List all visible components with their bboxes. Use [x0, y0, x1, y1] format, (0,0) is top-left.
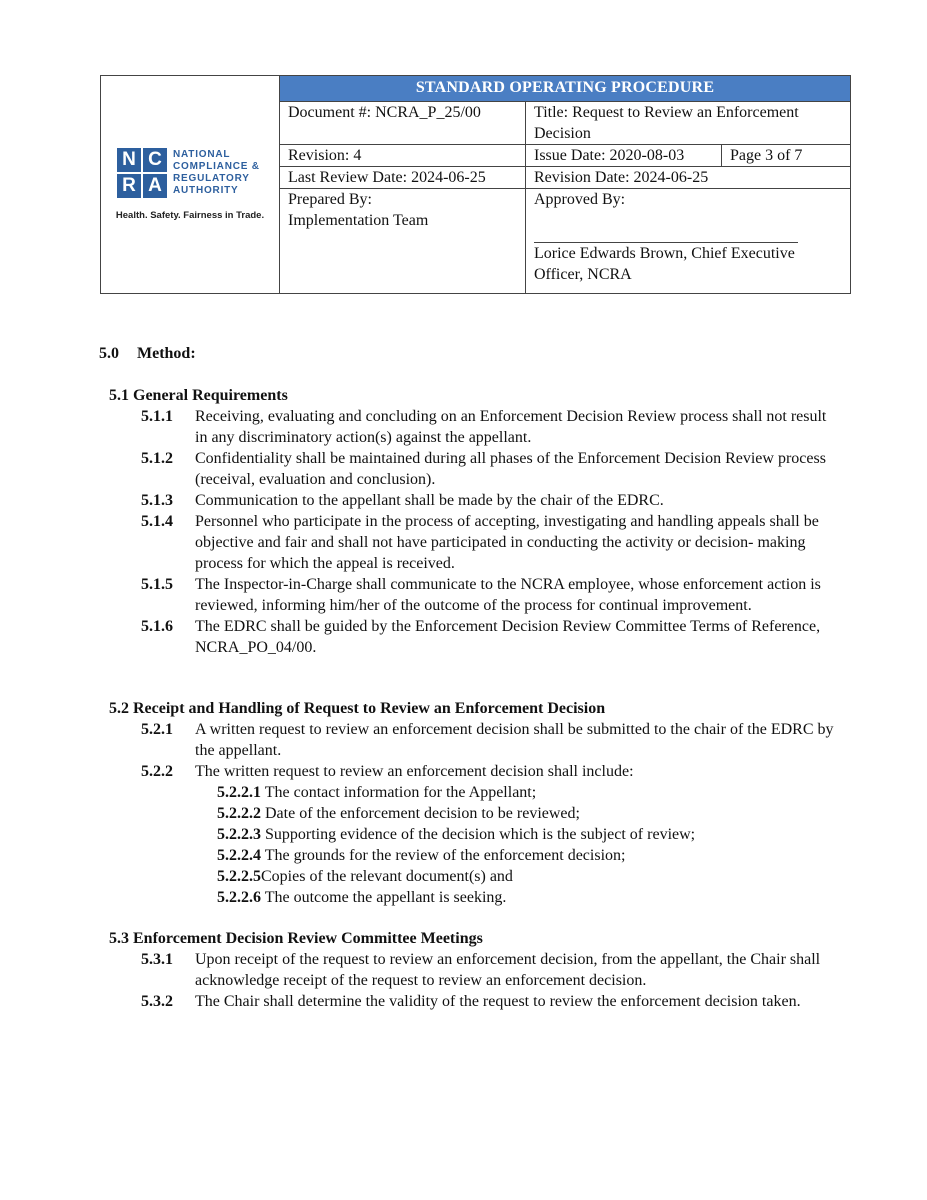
sop-banner: STANDARD OPERATING PROCEDURE: [280, 76, 851, 102]
list-item: 5.1.4 Personnel who participate in the process of accepting, investigating and handling appeals shall be objective and fair and shall not have participated in conducting the activity or decision- making process for which the appeal is received.: [141, 513, 819, 572]
logo-cell: [101, 76, 280, 294]
approved-by-cell: [526, 189, 851, 294]
logo-letter-c: C: [143, 148, 167, 172]
list-item: 5.2.2 The written request to review an enforcement decision shall include:: [141, 763, 634, 780]
logo-letter-r: R: [117, 174, 141, 198]
sub-list-item: 5.2.2.5Copies of the relevant document(s) and: [217, 868, 513, 885]
list-item: 5.1.1 Receiving, evaluating and concluding on an Enforcement Decision Review process shall not result in any discriminatory action(s) against the appellant.: [141, 408, 827, 446]
revision: Revision: 4: [280, 145, 526, 167]
section-5-3-title: 5.3 Enforcement Decision Review Committee Meetings: [109, 930, 483, 947]
issue-date: Issue Date: 2020-08-03: [526, 145, 722, 167]
logo-letter-a: A: [143, 174, 167, 198]
list-item: 5.2.1 A written request to review an enforcement decision shall be submitted to the chair of the EDRC by the appellant.: [141, 721, 834, 759]
approver-name: Lorice Edwards Brown, Chief Executive Officer, NCRA: [534, 245, 795, 283]
list-item: 5.1.2 Confidentiality shall be maintained during all phases of the Enforcement Decision Review process (receival, evaluation and conclusion).: [141, 450, 826, 488]
list-item: 5.1.6 The EDRC shall be guided by the Enforcement Decision Review Committee Terms of Reference, NCRA_PO_04/00.: [141, 618, 821, 656]
list-item: 5.1.3 Communication to the appellant shall be made by the chair of the EDRC.: [141, 492, 664, 509]
sub-list-item: 5.2.2.4 The grounds for the review of the enforcement decision;: [217, 847, 626, 864]
list-item: 5.3.1 Upon receipt of the request to review an enforcement decision, from the appellant, the Chair shall acknowledge receipt of the request to review an enforcement decision.: [141, 951, 821, 989]
section-5-3: [109, 928, 839, 1012]
document-number: Document #: NCRA_P_25/00: [280, 102, 526, 145]
list-item: 5.1.5 The Inspector-in-Charge shall communicate to the NCRA employee, whose enforcement action is reviewed, informing him/her of the outcome of the process for continual improvement.: [141, 576, 821, 614]
section-5-2: [109, 698, 839, 908]
prepared-by-label: Prepared By:: [288, 191, 372, 208]
ncra-logo: [101, 144, 279, 226]
section-5-1-title: 5.1 General Requirements: [109, 387, 288, 404]
sub-list-item: 5.2.2.2 Date of the enforcement decision to be reviewed;: [217, 805, 580, 822]
page-number: Page 3 of 7: [722, 145, 851, 167]
section-5-2-title: 5.2 Receipt and Handling of Request to Review an Enforcement Decision: [109, 700, 606, 717]
logo-org-name: NATIONAL COMPLIANCE & REGULATORY AUTHORITY: [173, 148, 260, 196]
logo-letter-grid: [117, 148, 167, 198]
last-review-date: Last Review Date: 2024-06-25: [280, 167, 526, 189]
document-header-table: [100, 75, 851, 294]
sub-list-item: 5.2.2.6 The outcome the appellant is seeking.: [217, 889, 507, 906]
logo-tagline: Health. Safety. Fairness in Trade.: [115, 209, 265, 221]
logo-letter-n: N: [117, 148, 141, 172]
method-heading: [99, 343, 196, 364]
section-5-1: [109, 385, 839, 658]
method-title: Method:: [137, 345, 196, 362]
list-item: 5.3.2 The Chair shall determine the validity of the request to review the enforcement decision taken.: [141, 993, 801, 1010]
prepared-by-cell: [280, 189, 526, 294]
prepared-by-value: Implementation Team: [288, 212, 429, 229]
approved-by-label: Approved By:: [534, 191, 626, 208]
sub-list-item: 5.2.2.1 The contact information for the Appellant;: [217, 784, 537, 801]
method-number: 5.0: [99, 345, 119, 362]
sub-list-item: 5.2.2.3 Supporting evidence of the decision which is the subject of review;: [217, 826, 696, 843]
document-title: Title: Request to Review an Enforcement Decision: [526, 102, 851, 145]
revision-date: Revision Date: 2024-06-25: [526, 167, 851, 189]
